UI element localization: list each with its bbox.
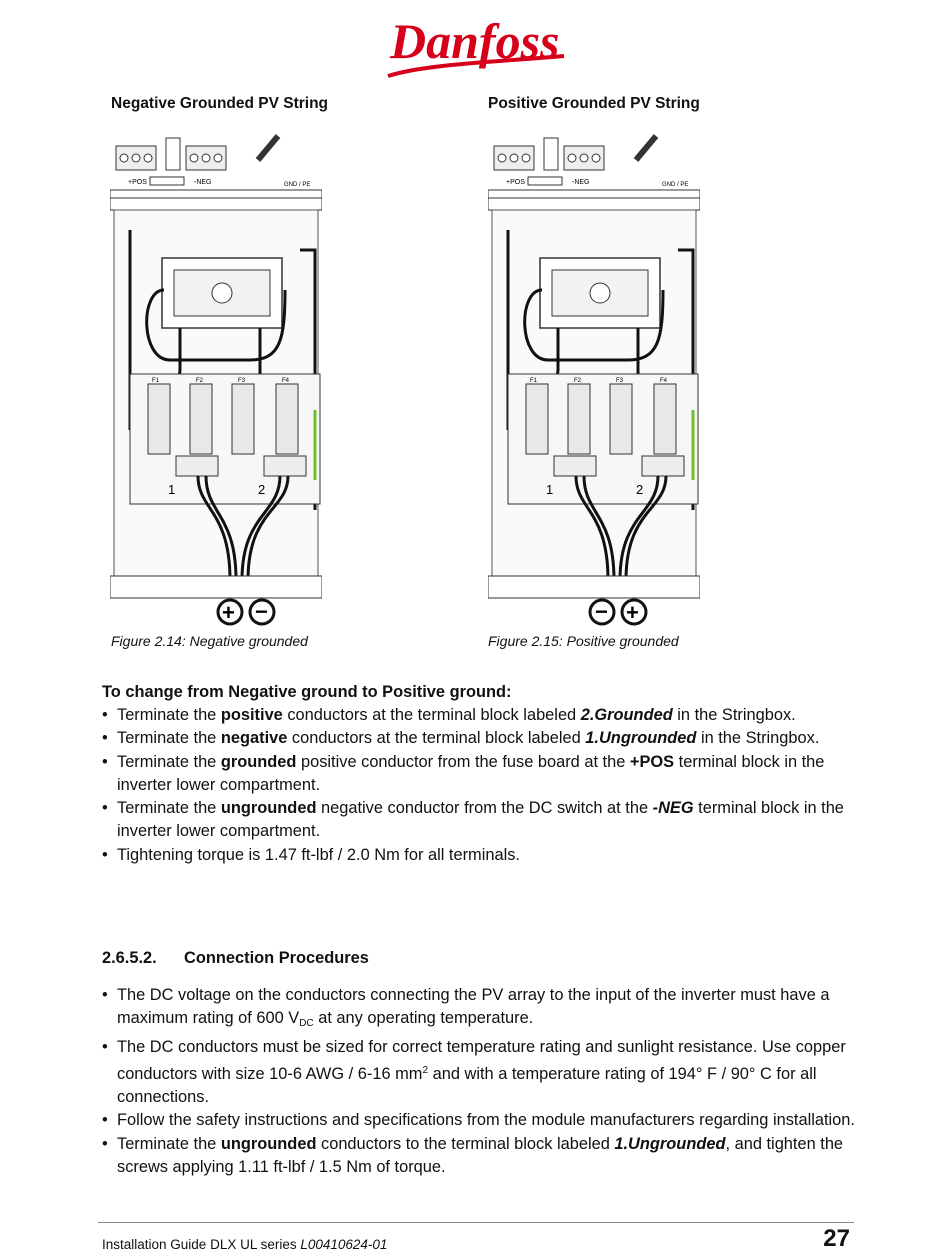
svg-text:F2: F2 (196, 378, 204, 384)
gnd-label: GND / PE (284, 182, 311, 188)
svg-text:F4: F4 (282, 378, 290, 384)
footer-doc-title: Installation Guide DLX UL series L00410624-01 (102, 1237, 388, 1252)
list-item: • Terminate the negative conductors at the terminal block labeled 1.Ungrounded in the Stringbox. (102, 727, 862, 750)
neg-label: -NEG (194, 179, 212, 186)
svg-text:+POS: +POS (506, 179, 525, 186)
svg-text:F3: F3 (616, 378, 624, 384)
svg-text:GND / PE: GND / PE (662, 182, 689, 188)
pos-label: +POS (128, 179, 147, 186)
svg-text:+: + (626, 600, 639, 625)
svg-text:F3: F3 (238, 378, 246, 384)
figure-left-title: Negative Grounded PV String (111, 95, 329, 112)
list-item: • The DC voltage on the conductors connecting the PV array to the input of the inverter must have a maximum rating of 600 $V_{DC}$ at any operating temperature. (102, 984, 862, 1036)
positive-grounded-diagram (488, 130, 700, 630)
list-item: • Terminate the grounded positive conductor from the fuse board at the +POS terminal block in the inverter lower compartment. (102, 751, 862, 798)
section-number: 2.6.5.2. (102, 949, 157, 967)
list-item: • Terminate the ungrounded conductors to the terminal block labeled 1.Ungrounded, and tighten the screws applying 1.11 ft-lbf / 1.5 Nm of torque. (102, 1133, 862, 1180)
svg-text:F4: F4 (660, 378, 668, 384)
section-heading (102, 949, 369, 968)
change-list (102, 704, 862, 867)
svg-text:1: 1 (546, 482, 554, 497)
list-item: • Tightening torque is 1.47 ft-lbf / 2.0 Nm for all terminals. (102, 844, 862, 867)
svg-text:Danfoss: Danfoss (390, 13, 560, 69)
danfoss-logo (386, 6, 568, 82)
svg-text:−: − (595, 599, 608, 624)
list-item: • The DC conductors must be sized for correct temperature rating and sunlight resistance. Use copper conductors with size 10-6 AWG / 6-16 $mm^2$ and with a temperature rating of 194° F / 90° C for all connections. (102, 1036, 862, 1110)
figure-left-caption: Figure 2.14: Negative grounded (111, 633, 308, 649)
footer-doc-code: L00410624-01 (300, 1237, 388, 1252)
page-number: 27 (823, 1225, 850, 1252)
svg-text:−: − (255, 599, 268, 624)
figure-right-title: Positive Grounded PV String (488, 95, 700, 112)
footer-rule (98, 1222, 854, 1223)
svg-text:1: 1 (168, 482, 176, 497)
section-title: Connection Procedures (184, 949, 369, 967)
negative-grounded-diagram (110, 130, 322, 630)
svg-text:F1: F1 (152, 378, 160, 384)
svg-text:2: 2 (258, 482, 266, 497)
list-item: • Terminate the ungrounded negative conductor from the DC switch at the -NEG terminal block in the inverter lower compartment. (102, 797, 862, 844)
list-item: • Follow the safety instructions and specifications from the module manufacturers regarding installation. (102, 1109, 862, 1132)
svg-text:F1: F1 (530, 378, 538, 384)
change-heading: To change from Negative ground to Positive ground: (102, 683, 512, 701)
list-item: • Terminate the positive conductors at the terminal block labeled 2.Grounded in the Stringbox. (102, 704, 862, 727)
figure-right-caption: Figure 2.15: Positive grounded (488, 633, 679, 649)
svg-text:+: + (222, 600, 235, 625)
svg-text:2: 2 (636, 482, 644, 497)
svg-text:-NEG: -NEG (572, 179, 590, 186)
connection-list (102, 984, 862, 1179)
svg-text:F2: F2 (574, 378, 582, 384)
